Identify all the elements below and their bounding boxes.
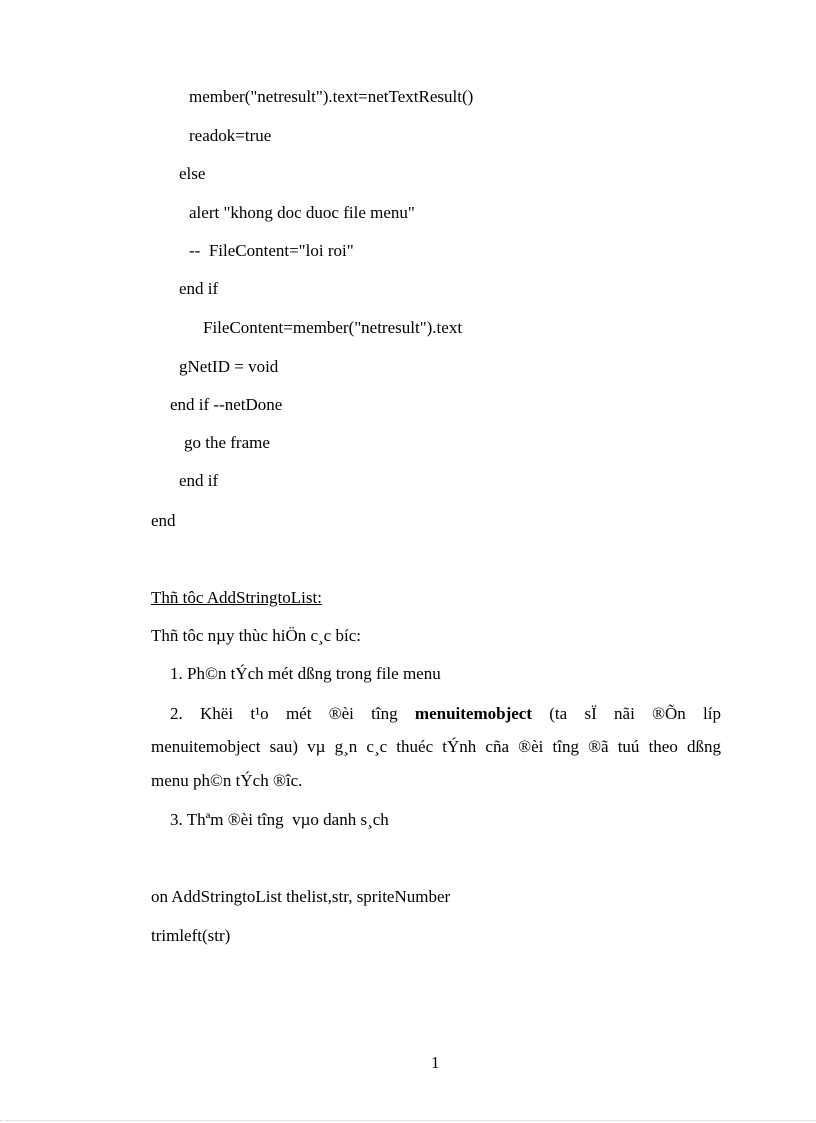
- step-2-line-1: [170, 704, 721, 724]
- page-number: 1: [431, 1053, 440, 1072]
- step-3: 3. Thªm ®èi tîng vµo danh s¸ch: [170, 810, 389, 829]
- code-line: trimleft(str): [151, 926, 231, 945]
- section-intro: Thñ tôc nµy thùc hiÖn c¸c bíc:: [151, 626, 361, 645]
- code-line: -- FileContent="loi roi": [189, 241, 354, 260]
- code-line: end: [151, 511, 176, 530]
- code-line: member("netresult").text=netTextResult(): [189, 87, 474, 106]
- step-1: 1. Ph©n tÝch mét dßng trong file menu: [170, 664, 441, 683]
- code-line: end if: [179, 279, 219, 298]
- code-line: on AddStringtoList thelist,str, spriteNumber: [151, 887, 451, 906]
- page-edge-divider: [0, 1120, 816, 1121]
- section-heading: Thñ tôc AddStringtoList:: [151, 588, 322, 607]
- step-2-line-2: menuitemobject sau) vµ g¸n c¸c thuéc tÝnh cña ®èi tîng ®ã tuú theo dßng: [151, 737, 721, 756]
- code-line: readok=true: [189, 126, 272, 145]
- code-line: alert "khong doc duoc file menu": [189, 203, 415, 222]
- code-line: else: [179, 164, 206, 183]
- step-2-bold-term: menuitemobject: [414, 704, 532, 723]
- code-line: end if --netDone: [170, 395, 283, 414]
- step-2-text-b: (ta sÏ nãi ®Õn líp: [531, 704, 721, 723]
- code-line: gNetID = void: [179, 357, 279, 376]
- code-line: FileContent=member("netresult").text: [203, 318, 463, 337]
- code-line: end if: [179, 471, 219, 490]
- code-line: go the frame: [184, 433, 270, 452]
- step-2-line-3: menu ph©n tÝch ®îc.: [151, 771, 303, 790]
- step-2-text-a: 2. Khëi t¹o mét ®èi tîng: [170, 704, 415, 723]
